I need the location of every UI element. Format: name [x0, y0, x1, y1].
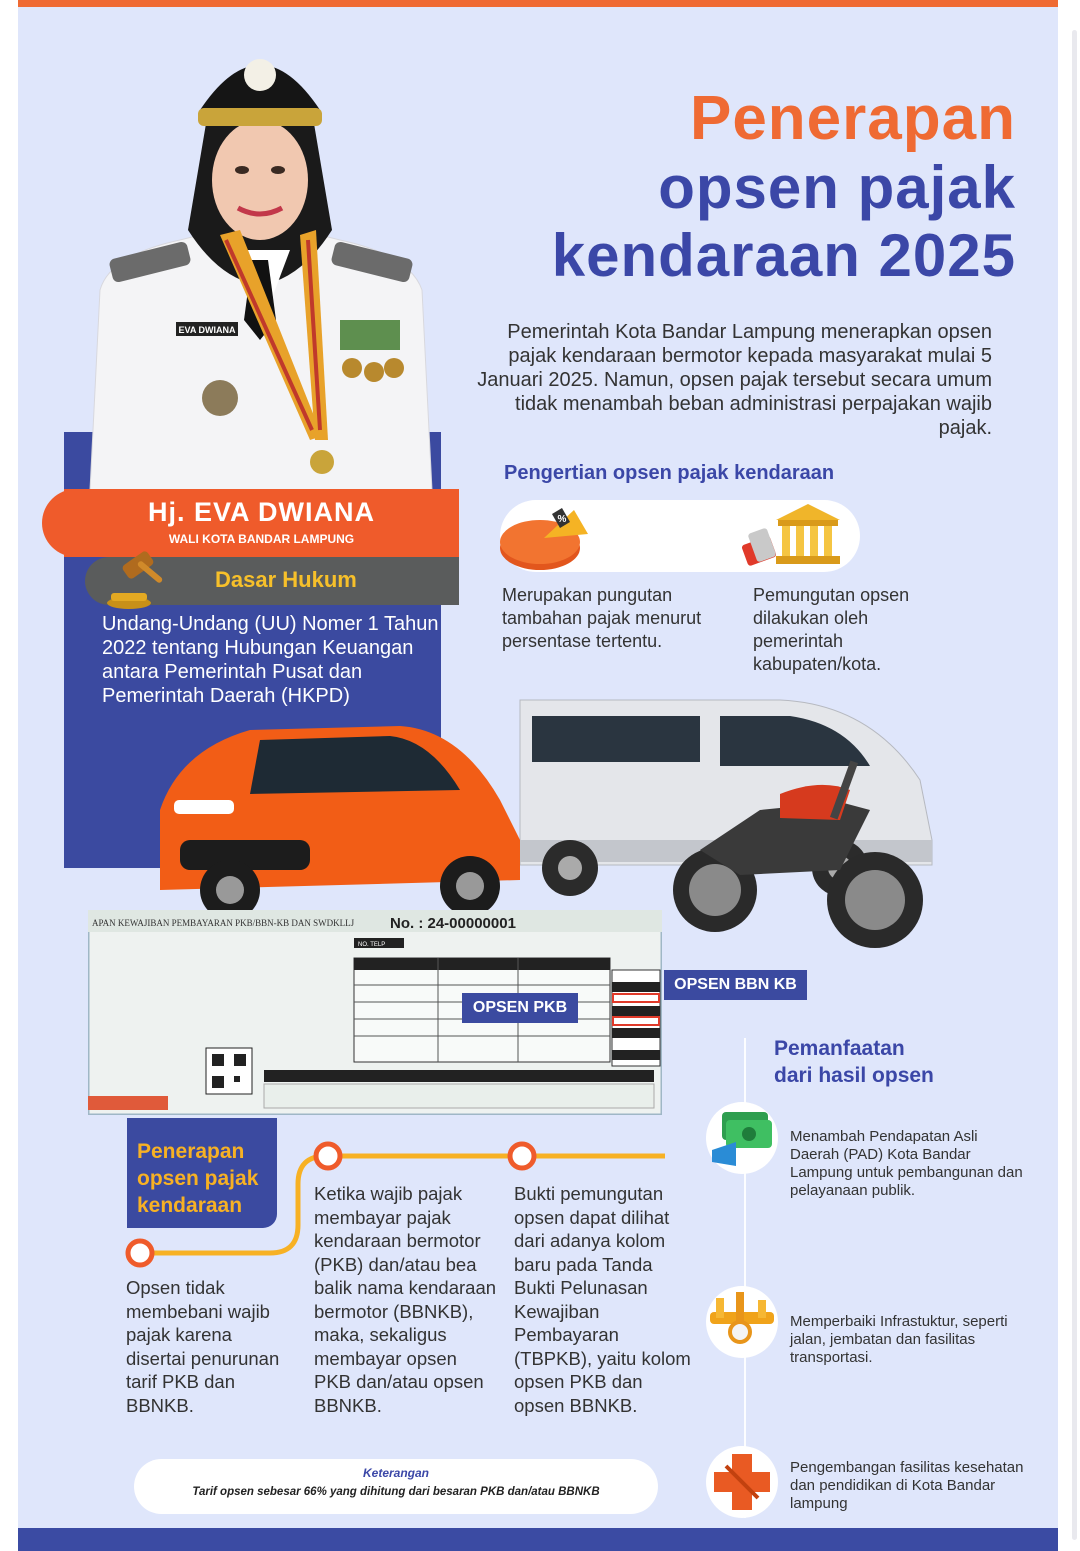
title-line-2: opsen pajak: [658, 154, 1016, 221]
official-portrait-image: [70, 30, 450, 490]
scrollbar[interactable]: [1072, 30, 1077, 1540]
opsen-bbnkb-tag: OPSEN BBN KB: [664, 970, 807, 1000]
note-box: [134, 1459, 658, 1514]
title-line-1: Penerapan: [689, 84, 1016, 153]
benefit-item-3: Pengembangan fasilitas kesehatan dan pendidikan di Kota Bandar lampung: [790, 1459, 1024, 1512]
benefits-heading-text: Pemanfaatan dari hasil opsen: [774, 1037, 934, 1087]
receipt-telp: NO. TELP: [358, 942, 386, 948]
definition-icons-pill: [500, 500, 860, 572]
name-banner: [64, 489, 459, 557]
application-step-1: Opsen tidak membebani wajib pajak karena disertai penurunan tarif PKB dan BBNKB.: [126, 1277, 280, 1416]
timeline-dot-3: [510, 1144, 534, 1168]
opsen-pkb-tag: OPSEN PKB: [462, 993, 578, 1023]
svg-text:%: %: [557, 514, 567, 525]
definition-item-1: Merupakan pungutan tambahan pajak menurut persentase tertentu.: [502, 585, 702, 651]
infrastructure-icon: [706, 1286, 778, 1358]
person-name: Hj. EVA DWIANA: [148, 497, 375, 527]
person-role: WALI KOTA BANDAR LAMPUNG: [168, 532, 355, 546]
legal-basis-text: Undang-Undang (UU) Nomer 1 Tahun 2022 tentang Hubungan Keuangan antara Pemerintah Pusat dan Pemerintah Daerah (HKPD): [102, 613, 439, 707]
legal-basis-label: Dasar Hukum: [215, 567, 357, 592]
nametag-text: EVA DWIANA: [178, 325, 236, 335]
page-title: [551, 84, 1016, 289]
bottom-accent-bar: [18, 1528, 1058, 1551]
car-image: [160, 726, 520, 920]
note-text: Tarif opsen sebesar 66% yang dihitung dari besaran PKB dan/atau BBNKB: [192, 1486, 600, 1498]
note-label: Keterangan: [362, 1466, 430, 1480]
receipt-header: APAN KEWAJIBAN PEMBAYARAN PKB/BBN-KB DAN SWDKLLJ: [92, 918, 355, 928]
timeline-dot-2: [316, 1144, 340, 1168]
definition-heading: Pengertian opsen pajak kendaraan: [504, 462, 835, 484]
gavel-icon: [99, 549, 169, 611]
application-heading-text: Penerapan opsen pajak kendaraan: [137, 1140, 259, 1217]
application-step-3: Bukti pemungutan opsen dapat dilihat dari adanya kolom baru pada Tanda Bukti Pelunasan Kewajiban Pembayaran (TBPKB), yaitu kolom opsen PKB dan opsen BBNKB.: [514, 1183, 691, 1416]
top-accent-bar: [18, 0, 1058, 7]
timeline-dot-1: [128, 1241, 152, 1265]
application-step-2: Ketika wajib pajak membayar pajak kendaraan bermotor (PKB) dan/atau bea balik nama kendaraan bermotor (BBNKB), maka, sekaligus membayar opsen PKB dan/atau opsen BBNKB.: [314, 1183, 497, 1416]
government-building-icon: [736, 500, 844, 572]
health-education-icon: [706, 1446, 778, 1518]
title-line-3: kendaraan 2025: [551, 222, 1016, 289]
legal-basis-bar: [85, 557, 459, 605]
definition-item-2: Pemungutan opsen dilakukan oleh pemerintah kabupaten/kota.: [753, 585, 910, 674]
pie-percent-icon: [500, 504, 592, 572]
benefit-item-2: Memperbaiki Infrastuktur, seperti jalan, jembatan dan fasilitas transportasi.: [790, 1313, 1008, 1366]
benefits-heading: [774, 1035, 944, 1089]
benefit-item-1: Menambah Pendapatan Asli Daerah (PAD) Kota Bandar Lampung untuk pembangunan dan pelayanaan publik.: [790, 1128, 1023, 1199]
receipt-number: No. : 24-00000001: [390, 915, 516, 932]
money-icon: [706, 1102, 778, 1174]
intro-text: Pemerintah Kota Bandar Lampung menerapkan opsen pajak kendaraan bermotor kepada masyarakat mulai 5 Januari 2025. Namun, opsen pajak tersebut secara umum tidak menambah beban administrasi perpajakan wajib pajak.: [477, 321, 992, 439]
